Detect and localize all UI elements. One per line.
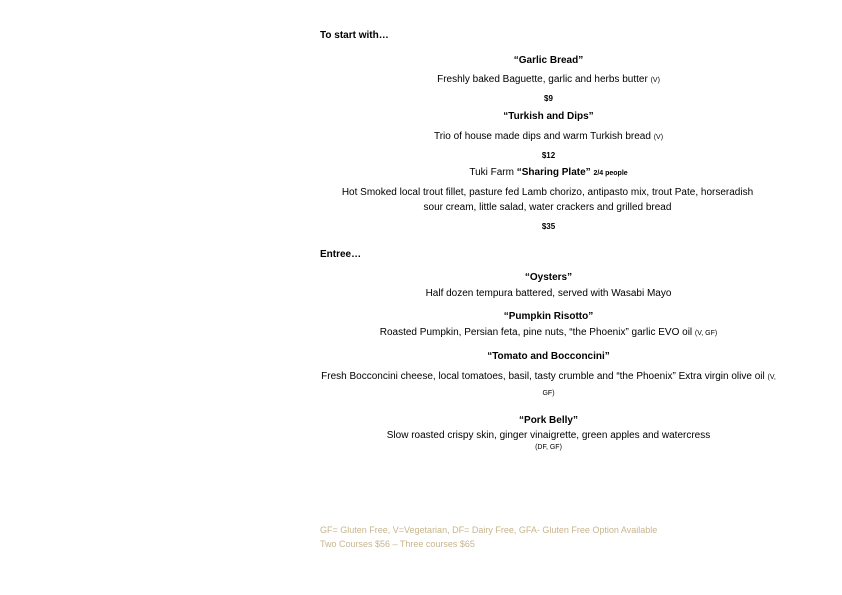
- menu-item-price: $35: [541, 222, 556, 231]
- menu-item-description: [316, 369, 781, 401]
- dietary-tag: (V, GF): [542, 374, 776, 397]
- menu-item-description: Slow roasted crispy skin, ginger vinaigrette, green apples and watercress: [386, 430, 711, 441]
- menu-item-description: Hot Smoked local trout fillet, pasture fed Lamb chorizo, antipasto mix, trout Pate, horseradish sour cream, little salad, water crackers and grilled bread: [341, 187, 754, 213]
- menu-item-desc-text: Roasted Pumpkin, Persian feta, pine nuts, “the Phoenix” garlic EVO oil: [379, 327, 693, 338]
- menu-item-description: [316, 129, 781, 145]
- menu-item-desc-text: Freshly baked Baguette, garlic and herbs butter: [437, 74, 648, 85]
- menu-item-title: “Turkish and Dips”: [503, 111, 594, 122]
- serving-tag: 2/4 people: [593, 170, 628, 177]
- entree-heading: Entree…: [320, 249, 362, 260]
- menu-item-desc-text: Fresh Bocconcini cheese, local tomatoes, basil, tasty crumble and “the Phoenix” Extra virgin olive oil: [321, 371, 765, 382]
- dietary-tag: (DF, GF): [535, 444, 562, 451]
- menu-item-description: Half dozen tempura battered, served with Wasabi Mayo: [425, 288, 672, 299]
- menu-item-price: $12: [541, 151, 556, 160]
- dietary-tag: (V, GF): [694, 330, 718, 337]
- farm-name: Tuki Farm: [469, 167, 514, 178]
- dietary-tag: (V): [653, 134, 664, 141]
- menu-item-title: “Tomato and Bocconcini”: [487, 351, 610, 362]
- menu-item-description: [316, 325, 781, 341]
- menu-item-title: “Garlic Bread”: [513, 55, 584, 66]
- menu-item-price: $9: [544, 94, 553, 103]
- starters-heading: To start with…: [320, 30, 389, 41]
- menu-item-title: “Pumpkin Risotto”: [503, 311, 594, 322]
- menu-item-desc-text: Trio of house made dips and warm Turkish bread: [433, 131, 651, 142]
- menu-item-title: “Sharing Plate”: [516, 167, 591, 178]
- menu-item-title: “Oysters”: [524, 272, 573, 283]
- course-pricing: Two Courses $56 – Three courses $65: [320, 539, 475, 549]
- menu-item-title-line: [316, 167, 781, 178]
- dietary-tag: (V): [650, 77, 660, 84]
- menu-item-title: “Pork Belly”: [519, 415, 578, 426]
- menu-item-description: [316, 72, 781, 88]
- dietary-legend: GF= Gluten Free, V=Vegetarian, DF= Dairy Free, GFA- Gluten Free Option Available: [320, 525, 658, 535]
